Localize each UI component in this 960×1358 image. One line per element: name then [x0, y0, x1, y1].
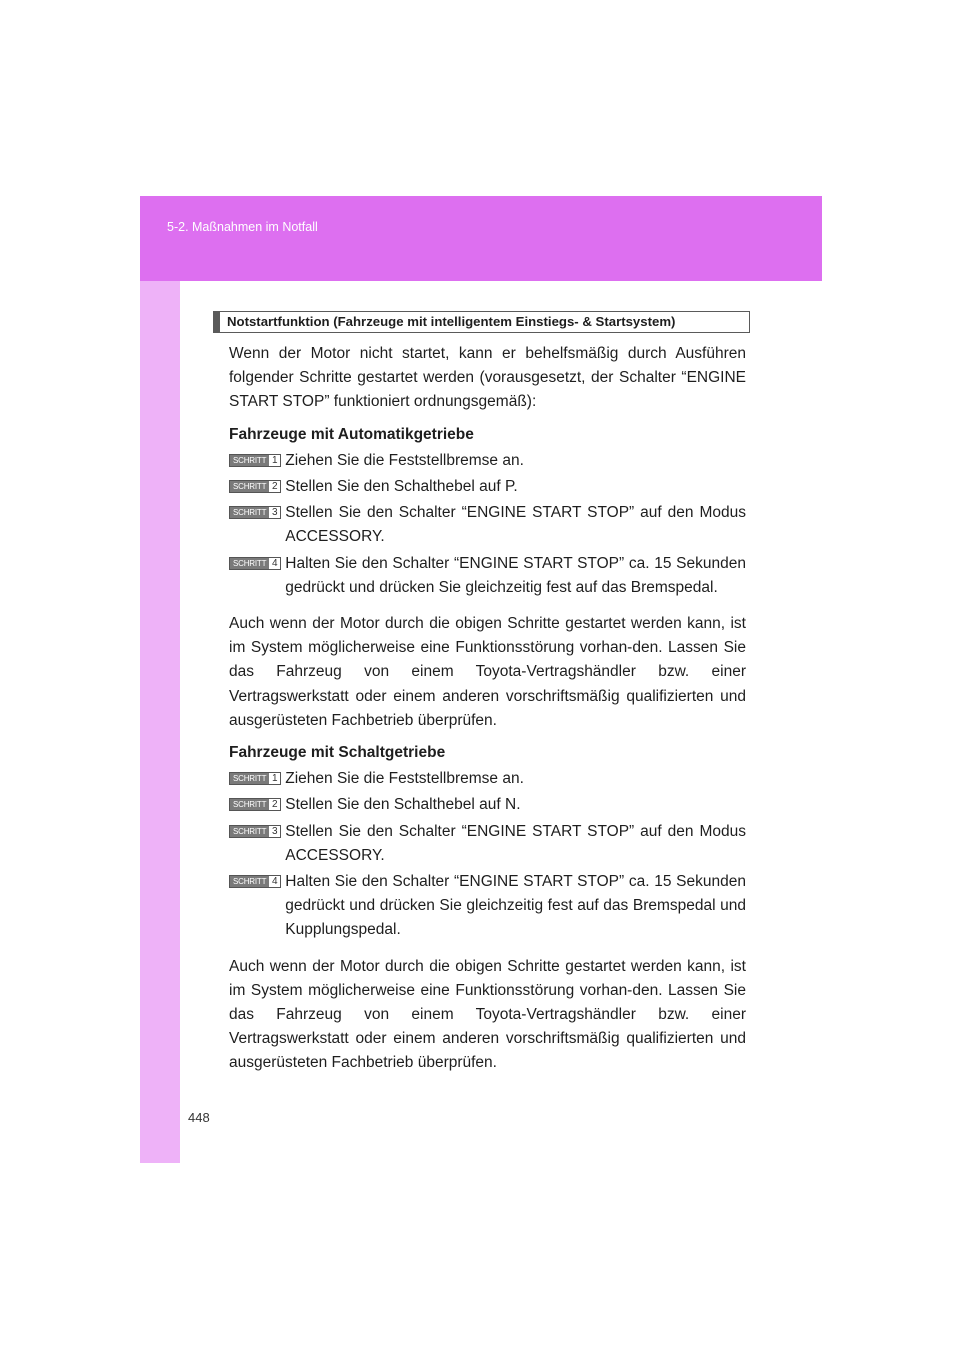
step-badge: SCHRITT 4: [229, 557, 281, 570]
automatic-step-1: [229, 449, 746, 473]
step-badge: SCHRITT 1: [229, 772, 281, 785]
page-content: [213, 311, 750, 1076]
step-text: Halten Sie den Schalter “ENGINE START STOP” ca. 15 Sekunden gedrückt und drücken Sie gleichzeitig fest auf das Bremspedal.: [285, 554, 746, 596]
step-text: Ziehen Sie die Feststellbremse an.: [285, 770, 524, 788]
manual-step-4: [229, 870, 746, 943]
step-text: Stellen Sie den Schalter “ENGINE START STOP” auf den Modus ACCESSORY.: [285, 504, 746, 546]
box-heading: Notstartfunktion (Fahrzeuge mit intelligentem Einstiegs- & Startsystem): [213, 311, 750, 333]
page-number: 448: [188, 1110, 210, 1125]
manual-note: Auch wenn der Motor durch die obigen Schritte gestartet werden kann, ist im System möglicherweise eine Funktionsstörung vorhan-den. Lassen Sie das Fahrzeug von einem Toyota-Vertragshändler bzw. einer Vertragswerkstatt oder einem anderen vorschriftsmäßig qualifizierten und ausgerüsteten Fachbetrieb überprüfen.: [229, 957, 746, 1072]
automatic-step-3: [229, 501, 746, 549]
step-text: Stellen Sie den Schalter “ENGINE START STOP” auf den Modus ACCESSORY.: [285, 822, 746, 864]
step-text: Halten Sie den Schalter “ENGINE START STOP” ca. 15 Sekunden gedrückt und drücken Sie gleichzeitig fest auf das Bremspedal und Kupplungspedal.: [285, 873, 746, 939]
step-badge: SCHRITT 2: [229, 480, 281, 493]
manual-heading: Fahrzeuge mit Schaltgetriebe: [229, 744, 446, 762]
step-text: Stellen Sie den Schalthebel auf N.: [285, 796, 521, 814]
manual-step-1: [229, 767, 746, 791]
step-badge: SCHRITT 1: [229, 454, 281, 467]
step-text: Stellen Sie den Schalthebel auf P.: [285, 478, 518, 496]
intro-paragraph: Wenn der Motor nicht startet, kann er behelfsmäßig durch Ausführen folgender Schritte gestartet werden (vorausgesetzt, der Schalter “ENGINE START STOP” funktioniert ordnungsgemäß):: [229, 345, 746, 411]
automatic-step-2: [229, 475, 746, 499]
step-badge: SCHRITT 3: [229, 506, 281, 519]
step-badge: SCHRITT 2: [229, 798, 281, 811]
section-header: 5-2. Maßnahmen im Notfall: [167, 220, 318, 234]
automatic-step-4: [229, 552, 746, 600]
content-body: [213, 342, 750, 1076]
automatic-heading: Fahrzeuge mit Automatikgetriebe: [229, 425, 474, 443]
side-band: [140, 281, 180, 1163]
automatic-note: Auch wenn der Motor durch die obigen Schritte gestartet werden kann, ist im System möglicherweise eine Funktionsstörung vorhan-den. Lassen Sie das Fahrzeug von einem Toyota-Vertragshändler bzw. einer Vertragswerkstatt oder einem anderen vorschriftsmäßig qualifizierten und ausgerüsteten Fachbetrieb überprüfen.: [229, 615, 746, 729]
step-text: Ziehen Sie die Feststellbremse an.: [285, 451, 524, 469]
step-badge: SCHRITT 4: [229, 875, 281, 888]
header-band: [140, 196, 822, 281]
step-badge: SCHRITT 3: [229, 825, 281, 838]
manual-step-3: [229, 820, 746, 868]
manual-step-2: [229, 793, 746, 817]
